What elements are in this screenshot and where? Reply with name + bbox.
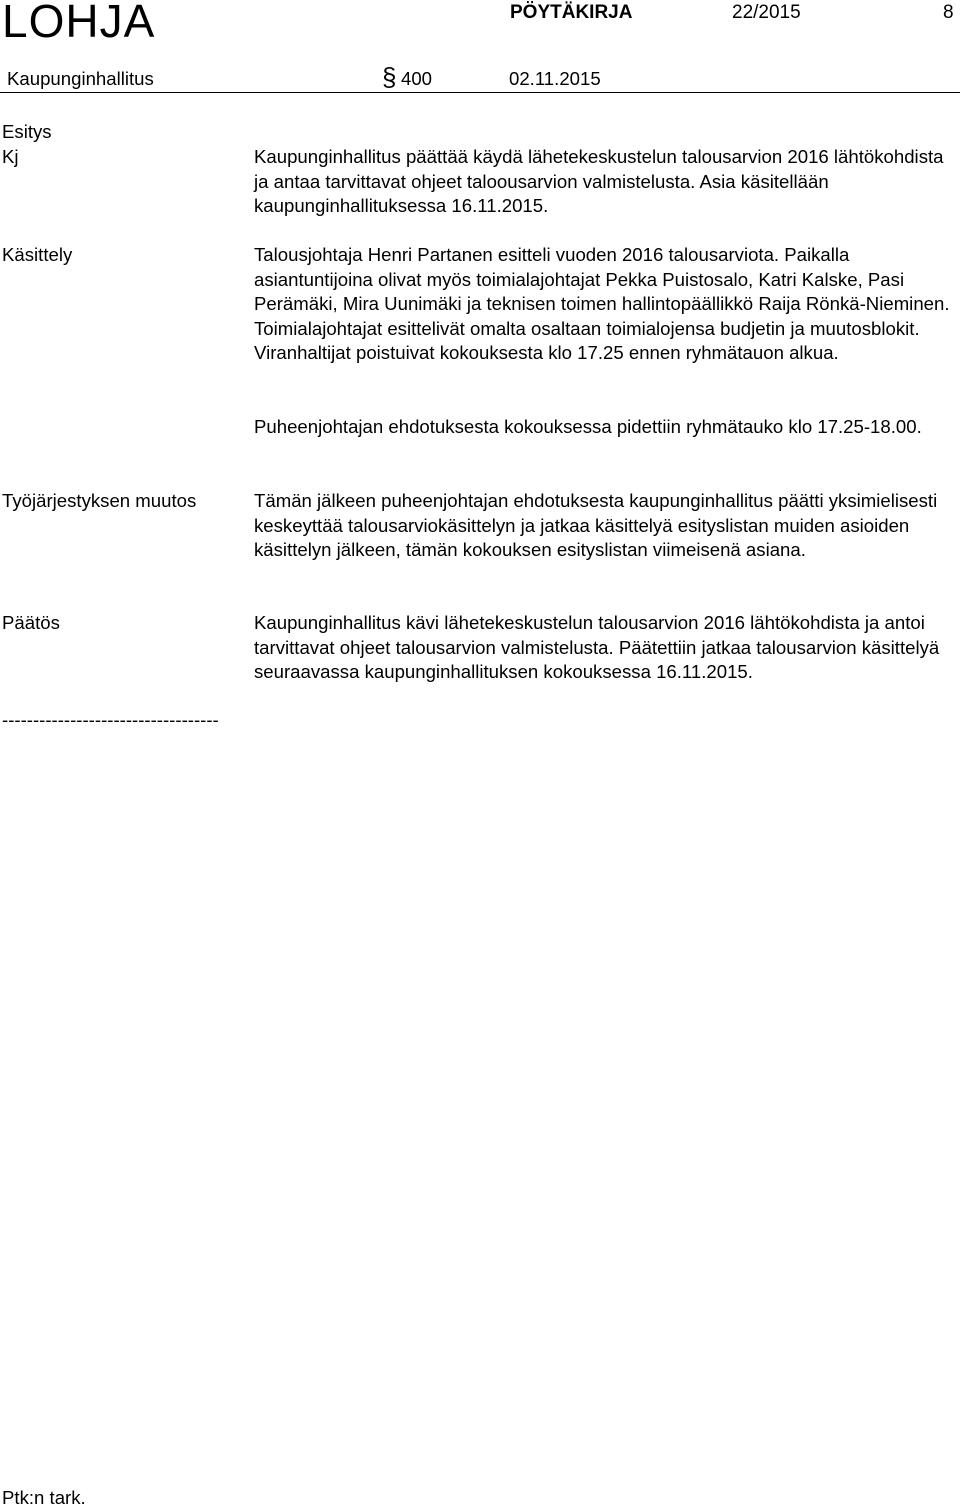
meeting-date: 02.11.2015 <box>509 68 601 89</box>
tyojarjestys-paragraph: Tämän jälkeen puheenjohtajan ehdotuksesta kaupunginhallitus päätti yksimielisesti keskeyttää talousarviokäsittelyn ja jatkaa käsittelyä esityslistan muiden asioiden käsittelyn jälkeen, tämän kokouksen esityslistan viimeisenä asiana. <box>254 490 938 560</box>
kasittely-label: Käsittely <box>2 244 73 265</box>
kj-label: Kj <box>2 146 19 167</box>
kj-text <box>254 145 960 219</box>
ptk-tark-label: Ptk:n tark. <box>2 1487 86 1508</box>
kasittely-text <box>254 243 960 366</box>
lohja-logo: LOHJA <box>2 0 156 47</box>
kasittely-paragraph-2: Puheenjohtajan ehdotuksesta kokouksessa pidettiin ryhmätauko klo 17.25-18.00. <box>254 416 922 437</box>
page-number: 8 <box>943 2 954 23</box>
section-number: 400 <box>401 68 433 89</box>
paatos-text <box>254 611 960 685</box>
tyojarjestys-text <box>254 489 960 563</box>
esitys-label: Esitys <box>2 121 52 142</box>
document-type: PÖYTÄKIRJA <box>510 2 633 23</box>
kasittely-paragraph-1: Talousjohtaja Henri Partanen esitteli vuoden 2016 talousarviota. Paikalla asiantuntijoina olivat myös toimialajohtajat Pekka Puistosalo, Katri Kalske, Pasi Perämäki, Mira Uunimäki ja teknisen toimen hallintopäällikkö Raija Rönkä-Nieminen. Toimialajohtajat esittelivät omalta osaltaan toimialojensa budjetin ja muutosblokit. Viranhaltijat poistuivat kokouksesta klo 17.25 ennen ryhmätauon alkua. <box>254 244 950 363</box>
kasittely-text-2 <box>254 415 960 440</box>
tyojarjestys-label: Työjärjestyksen muutos <box>2 490 197 511</box>
section-symbol-icon: § <box>382 62 397 92</box>
section-separator: ----------------------------------- <box>2 709 219 730</box>
kj-paragraph: Kaupunginhallitus päättää käydä lähetekeskustelun talousarvion 2016 lähtökohdista ja antaa tarvittavat ohjeet taloousarvion valmistelusta. Asia käsitellään kaupunginhallituksessa 16.11.2015. <box>254 146 944 216</box>
header-divider <box>0 92 960 93</box>
document-number: 22/2015 <box>732 2 801 23</box>
paatos-paragraph: Kaupunginhallitus kävi lähetekeskustelun talousarvion 2016 lähtökohdista ja antoi tarvittavat ohjeet talousarvion valmistelusta. Päätettiin jatkaa talousarvion käsittelyä seuraavassa kaupunginhallituksen kokouksessa 16.11.2015. <box>254 612 940 682</box>
paatos-label: Päätös <box>2 612 60 633</box>
body-name: Kaupunginhallitus <box>7 68 154 89</box>
